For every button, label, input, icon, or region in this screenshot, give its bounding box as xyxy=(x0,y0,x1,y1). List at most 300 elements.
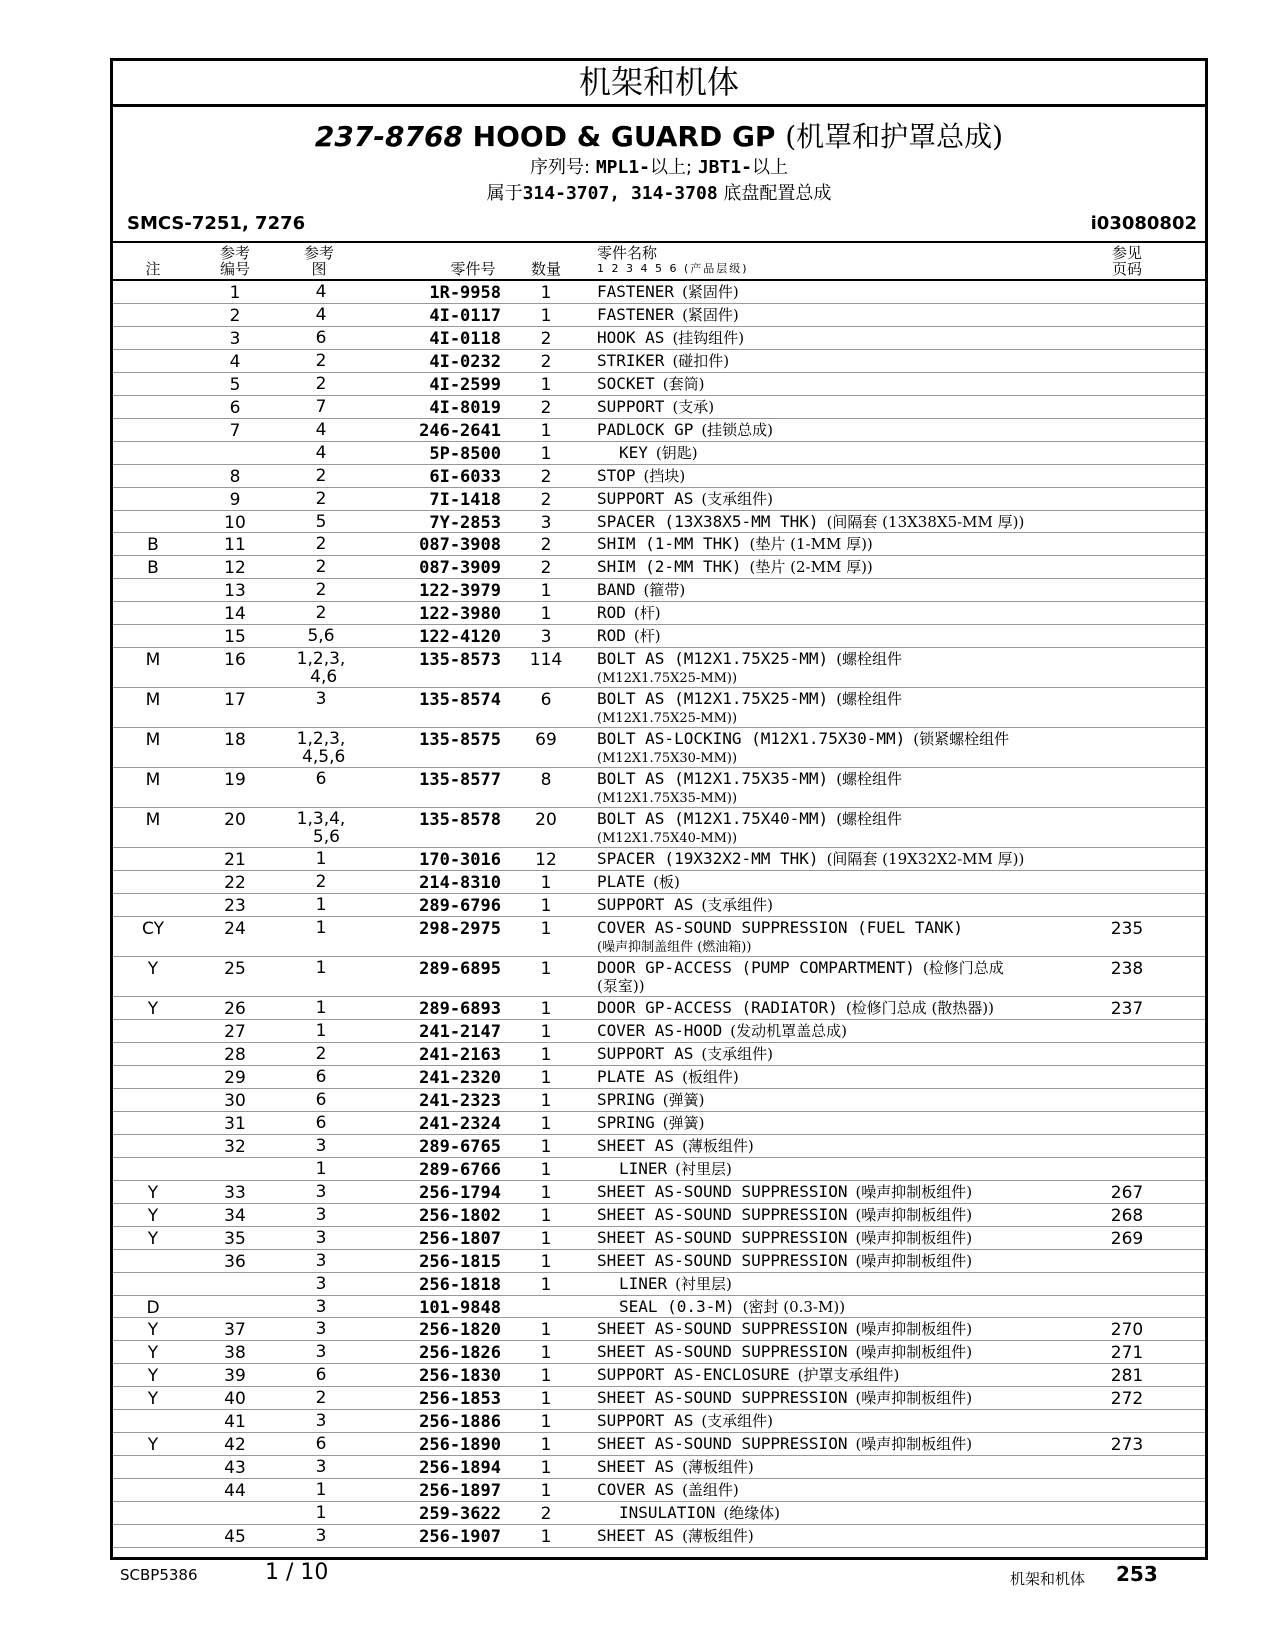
column-header xyxy=(113,243,1205,281)
figure-cell: 6 xyxy=(315,1434,327,1455)
part-name-en: ROD xyxy=(597,626,626,646)
footer-page-number: 253 xyxy=(1116,1562,1158,1586)
part-number-cell: 256-1886 xyxy=(419,1412,501,1433)
serial-a-cn: 以上; xyxy=(650,157,693,178)
part-name-cell xyxy=(597,1022,847,1040)
note-cell: Y xyxy=(147,999,159,1020)
quantity-cell: 3 xyxy=(540,627,552,648)
part-number-cell: 135-8573 xyxy=(419,650,501,671)
part-name-cell xyxy=(597,1343,972,1361)
part-name-en: ROD xyxy=(597,603,626,623)
table-row xyxy=(113,1112,1205,1135)
part-name-cell xyxy=(597,690,902,728)
quantity-cell: 1 xyxy=(540,1389,552,1410)
col-ref: 参考 编号 xyxy=(219,244,250,278)
table-row xyxy=(113,917,1205,957)
part-name-cell xyxy=(597,919,971,957)
part-name-cell xyxy=(597,352,729,370)
table-row xyxy=(113,871,1205,894)
part-name-en: SPRING xyxy=(597,1089,655,1109)
quantity-cell: 3 xyxy=(540,512,552,533)
part-number-cell: 087-3908 xyxy=(419,535,501,556)
part-name-cn: (钥匙) xyxy=(655,443,698,462)
quantity-cell: 1 xyxy=(540,1090,552,1111)
part-name-cell xyxy=(597,1252,972,1270)
figure-cell: 3 xyxy=(315,1411,327,1432)
part-name-cn: (挂锁总成) xyxy=(701,420,774,439)
quantity-cell: 1 xyxy=(540,1067,552,1088)
quantity-cell: 1 xyxy=(540,1159,552,1180)
part-name-cn: (支承组件) xyxy=(701,896,774,915)
note-cell: M xyxy=(145,810,161,831)
part-name-cn: (垫片 (2-MM 厚)) xyxy=(749,558,873,577)
part-name-cell xyxy=(597,810,902,848)
part-name-en: COVER AS xyxy=(597,1480,675,1500)
part-name-en: SUPPORT AS xyxy=(597,488,694,508)
part-name-cn: (支承) xyxy=(672,397,715,416)
table-row xyxy=(113,768,1205,808)
part-name-en: PLATE xyxy=(597,872,646,892)
figure-cell: 4 xyxy=(315,282,327,302)
quantity-cell: 1 xyxy=(540,1251,552,1272)
part-number-cell: 241-2324 xyxy=(419,1113,501,1134)
figure-cell: 1 xyxy=(315,958,327,979)
part-name-cell xyxy=(619,1504,780,1522)
quantity-cell: 1 xyxy=(540,1274,552,1295)
smcs-row xyxy=(113,211,1205,243)
part-name-cell xyxy=(597,1091,705,1109)
part-name-cell xyxy=(597,1389,972,1407)
ref-number-cell: 5 xyxy=(229,374,241,395)
part-name-en: SHEET AS-SOUND SUPPRESSION xyxy=(597,1250,848,1270)
part-number-cell: 4I-0232 xyxy=(429,351,501,372)
part-name-cn: (噪声抑制板组件) xyxy=(855,1205,973,1224)
col-fig: 参考 图 xyxy=(303,244,334,278)
note-cell: Y xyxy=(147,1389,159,1410)
table-row xyxy=(113,373,1205,396)
quantity-cell: 1 xyxy=(540,1113,552,1134)
part-number-cell: 256-1890 xyxy=(419,1435,501,1456)
part-name-cell xyxy=(597,627,661,645)
part-number-cell: 214-8310 xyxy=(419,873,501,894)
part-number-cell: 241-2163 xyxy=(419,1045,501,1066)
figure-cell: 5,6 xyxy=(307,626,335,647)
quantity-cell: 12 xyxy=(535,850,557,871)
part-name-cell xyxy=(619,444,698,462)
quantity-cell: 1 xyxy=(540,443,552,464)
part-name-cn: (衬里层) xyxy=(675,1159,732,1178)
ref-number-cell: 17 xyxy=(224,690,246,711)
figure-cell: 6 xyxy=(315,1089,327,1110)
figure-cell: 3 xyxy=(315,1319,327,1340)
table-row xyxy=(113,894,1205,917)
part-number-cell: 289-6893 xyxy=(419,999,501,1020)
part-name-cn: (噪声抑制板组件) xyxy=(855,1343,973,1362)
part-name-cell xyxy=(597,467,685,485)
part-name-cn: (螺栓组件 xyxy=(836,690,903,709)
figure-cell: 2 xyxy=(315,488,327,509)
ref-number-cell: 4 xyxy=(229,351,241,372)
part-number-cell: 256-1820 xyxy=(419,1320,501,1341)
figure-cell: 2 xyxy=(315,603,327,624)
part-number-cell: 7I-1418 xyxy=(429,489,501,510)
part-number-cell: 259-3622 xyxy=(419,1504,501,1525)
ref-number-cell: 29 xyxy=(224,1067,246,1088)
figure-cell: 2 xyxy=(315,557,327,578)
part-name-cn: (支承组件) xyxy=(701,489,774,508)
quantity-cell: 1 xyxy=(540,1527,552,1548)
table-row xyxy=(113,1020,1205,1043)
serial-b: JBT1- xyxy=(697,157,752,178)
ref-number-cell: 15 xyxy=(224,627,246,648)
table-row xyxy=(113,957,1205,997)
part-name-cell xyxy=(597,1412,773,1430)
table-row xyxy=(113,465,1205,488)
part-name-en: BOLT AS-LOCKING (M12X1.75X30-MM) xyxy=(597,729,906,749)
ref-number-cell: 11 xyxy=(224,535,246,556)
part-name-cell xyxy=(597,1068,739,1086)
ref-number-cell: 9 xyxy=(229,489,241,510)
parts-frame xyxy=(110,58,1208,1560)
part-name-cn: (检修门总成 (散热器)) xyxy=(845,999,995,1018)
table-row xyxy=(113,579,1205,602)
part-name-cn-line2: (泵室)) xyxy=(597,977,645,996)
part-name-en: SUPPORT AS-ENCLOSURE xyxy=(597,1365,790,1385)
part-name-cell xyxy=(597,850,1024,868)
ref-number-cell: 42 xyxy=(224,1435,246,1456)
part-number-cell: 289-6895 xyxy=(419,959,501,980)
figure-cell: 6 xyxy=(315,327,327,348)
table-row xyxy=(113,327,1205,350)
part-name-en: DOOR GP-ACCESS (PUMP COMPARTMENT) xyxy=(597,958,915,978)
ref-number-cell: 26 xyxy=(224,999,246,1020)
part-number-cell: 4I-0117 xyxy=(429,305,501,326)
note-cell: Y xyxy=(147,959,159,980)
ref-number-cell: 22 xyxy=(224,873,246,894)
part-name-en: LINER xyxy=(619,1158,668,1178)
part-name-en: SHEET AS-SOUND SUPPRESSION xyxy=(597,1342,848,1362)
footer-page-of: 1 / 10 xyxy=(265,1560,329,1585)
figure-cell: 1 xyxy=(315,1503,327,1524)
note-cell: CY xyxy=(142,919,164,940)
part-name-cell xyxy=(597,283,739,301)
quantity-cell: 1 xyxy=(540,1412,552,1433)
belongs-pn: 314-3707, 314-3708 xyxy=(522,183,718,204)
quantity-cell: 1 xyxy=(540,1320,552,1341)
part-name-cell xyxy=(597,1137,754,1155)
quantity-cell: 6 xyxy=(540,690,552,711)
see-page-cell: 268 xyxy=(1110,1205,1144,1226)
table-row xyxy=(113,1296,1205,1319)
table-row xyxy=(113,1135,1205,1158)
table-row xyxy=(113,1066,1205,1089)
part-name-cn: (杆) xyxy=(633,604,661,623)
part-name-en: DOOR GP-ACCESS (RADIATOR) xyxy=(597,998,838,1018)
part-name-cn: (紧固件) xyxy=(682,305,739,324)
quantity-cell: 2 xyxy=(540,535,552,556)
part-number-cell: 122-4120 xyxy=(419,627,501,648)
part-name-cn: (紧固件) xyxy=(682,283,739,301)
part-name-cn: (薄板组件) xyxy=(682,1136,754,1155)
figure-cell: 3 xyxy=(315,689,327,710)
figure-cell: 1,2,3, 4,6 xyxy=(296,649,346,688)
part-name-cn: (噪声抑制板组件) xyxy=(855,1435,973,1454)
part-number-cell: 289-6766 xyxy=(419,1159,501,1180)
part-number-cell: 122-3979 xyxy=(419,581,501,602)
part-name-en: SHEET AS xyxy=(597,1457,675,1477)
table-row xyxy=(113,419,1205,442)
part-name-en: STOP xyxy=(597,465,636,485)
part-name-cn: (锁紧螺栓组件 xyxy=(913,730,1010,749)
ref-number-cell: 8 xyxy=(229,466,241,487)
table-row xyxy=(113,1181,1205,1204)
part-number-cell: 289-6796 xyxy=(419,896,501,917)
ref-number-cell: 31 xyxy=(224,1113,246,1134)
figure-cell: 1 xyxy=(315,849,327,870)
part-number-cell: 241-2147 xyxy=(419,1022,501,1043)
part-number-cell: 246-2641 xyxy=(419,420,501,441)
ref-number-cell: 13 xyxy=(224,581,246,602)
figure-cell: 2 xyxy=(315,534,327,555)
ref-number-cell: 16 xyxy=(224,650,246,671)
ref-number-cell: 21 xyxy=(224,850,246,871)
part-name-cell xyxy=(597,329,744,347)
part-name-en: FASTENER xyxy=(597,304,675,324)
table-row xyxy=(113,1204,1205,1227)
quantity-cell: 1 xyxy=(540,581,552,602)
see-page-cell: 267 xyxy=(1110,1182,1144,1203)
figure-cell: 3 xyxy=(315,1250,327,1271)
note-cell: Y xyxy=(147,1205,159,1226)
table-row xyxy=(113,625,1205,648)
figure-cell: 1,2,3, 4,5,6 xyxy=(296,729,346,768)
table-row xyxy=(113,1456,1205,1479)
part-name-cn: (支承组件) xyxy=(701,1045,774,1064)
ref-number-cell: 23 xyxy=(224,896,246,917)
part-name-en: SHEET AS-SOUND SUPPRESSION xyxy=(597,1434,848,1454)
figure-cell: 1 xyxy=(315,1158,327,1179)
ref-number-cell: 24 xyxy=(224,919,246,940)
part-number-cell: 4I-2599 xyxy=(429,374,501,395)
quantity-cell: 1 xyxy=(540,1458,552,1479)
part-name-cn: (噪声抑制板组件) xyxy=(855,1228,973,1247)
part-name-cell xyxy=(597,999,994,1017)
part-name-en: SOCKET xyxy=(597,373,655,393)
part-name-cell xyxy=(619,1160,732,1178)
ref-number-cell: 44 xyxy=(224,1481,246,1502)
part-name-en: HOOD & GUARD GP xyxy=(472,120,776,153)
part-name-cn: (板) xyxy=(653,873,680,892)
part-number-cell: 135-8577 xyxy=(419,770,501,791)
see-page-cell: 269 xyxy=(1110,1228,1144,1249)
part-name-cell xyxy=(597,375,705,393)
figure-cell: 2 xyxy=(315,350,327,371)
part-name-cn: (衬里层) xyxy=(675,1274,732,1293)
note-cell: Y xyxy=(147,1182,159,1203)
table-row xyxy=(113,488,1205,511)
part-name-en: SPACER (19X32X2-MM THK) xyxy=(597,849,819,869)
note-cell: M xyxy=(145,770,161,791)
part-name-en: COVER AS-HOOD xyxy=(597,1021,723,1041)
figure-cell: 3 xyxy=(315,1296,327,1317)
part-number-cell: 256-1794 xyxy=(419,1182,501,1203)
table-row xyxy=(113,281,1205,304)
part-name-cn: (发动机罩盖总成) xyxy=(730,1022,847,1041)
figure-cell: 6 xyxy=(315,1066,327,1087)
note-cell: Y xyxy=(147,1366,159,1387)
col-qty: 数量 xyxy=(530,260,561,278)
part-name-en: STRIKER xyxy=(597,350,665,370)
figure-cell: 6 xyxy=(315,1112,327,1133)
part-name-cn: (间隔套 (19X32X2-MM 厚)) xyxy=(826,850,1025,869)
quantity-cell: 1 xyxy=(540,1343,552,1364)
part-name-cn-line2: (M12X1.75X25-MM)) xyxy=(597,671,738,687)
part-name-en: SUPPORT AS xyxy=(597,895,694,915)
part-number-cell: 101-9848 xyxy=(419,1297,501,1318)
part-name-en: SHIM (1-MM THK) xyxy=(597,534,742,554)
quantity-cell: 1 xyxy=(540,283,552,303)
quantity-cell: 1 xyxy=(540,959,552,980)
footer-section: 机架和机体 xyxy=(1010,1570,1086,1588)
figure-cell: 5 xyxy=(315,511,327,532)
quantity-cell: 1 xyxy=(540,420,552,441)
see-page-cell: 237 xyxy=(1110,999,1144,1020)
ref-number-cell: 32 xyxy=(224,1136,246,1157)
part-name-en: FASTENER xyxy=(597,282,675,301)
part-name-cn: (支承组件) xyxy=(701,1412,774,1431)
see-page-cell: 272 xyxy=(1110,1389,1144,1410)
part-name-en: HOOK AS xyxy=(597,327,665,347)
part-name-cell xyxy=(597,398,714,416)
note-cell: M xyxy=(145,650,161,671)
ref-number-cell: 2 xyxy=(229,305,241,326)
part-name-cn: (挂钩组件) xyxy=(672,328,745,347)
figure-cell: 3 xyxy=(315,1526,327,1547)
part-number-cell: 135-8575 xyxy=(419,730,501,751)
table-row xyxy=(113,533,1205,556)
part-number: 237-8768 xyxy=(314,120,463,153)
table-row xyxy=(113,396,1205,419)
part-number-cell: 4I-8019 xyxy=(429,397,501,418)
part-name-cn: (套筒) xyxy=(662,374,705,393)
figure-cell: 3 xyxy=(315,1342,327,1363)
part-name-en: SHEET AS-SOUND SUPPRESSION xyxy=(597,1319,848,1339)
part-name-en: SUPPORT xyxy=(597,396,665,416)
serial-b-cn: 以上 xyxy=(752,157,788,178)
quantity-cell: 1 xyxy=(540,1045,552,1066)
quantity-cell: 1 xyxy=(540,999,552,1020)
table-row xyxy=(113,1043,1205,1066)
part-name-en: BOLT AS (M12X1.75X40-MM) xyxy=(597,809,829,829)
part-name-cn: (杆) xyxy=(633,627,661,646)
part-name-cell xyxy=(597,1183,972,1201)
table-row xyxy=(113,848,1205,871)
col-part-name: 零件名称 1 2 3 4 5 6 (产品层级) xyxy=(597,244,749,275)
table-row xyxy=(113,511,1205,534)
figure-cell: 3 xyxy=(315,1204,327,1225)
part-name-en: SHEET AS xyxy=(597,1135,675,1155)
part-name-cn-line2: (M12X1.75X25-MM)) xyxy=(597,711,738,727)
quantity-cell: 1 xyxy=(540,604,552,625)
figure-cell: 4 xyxy=(315,304,327,325)
table-row xyxy=(113,688,1205,728)
figure-cell: 2 xyxy=(315,465,327,486)
part-number-cell: 170-3016 xyxy=(419,850,501,871)
part-number-cell: 256-1818 xyxy=(419,1274,501,1295)
table-row xyxy=(113,1433,1205,1456)
part-name-cell xyxy=(597,306,739,324)
quantity-cell: 1 xyxy=(540,1366,552,1387)
note-cell: B xyxy=(147,535,159,556)
part-number-cell: 256-1897 xyxy=(419,1481,501,1502)
part-name-cn: (螺栓组件 xyxy=(836,770,903,789)
ref-number-cell: 19 xyxy=(224,770,246,791)
part-number-cell: 087-3909 xyxy=(419,558,501,579)
table-row xyxy=(113,1525,1205,1548)
quantity-cell: 114 xyxy=(529,650,563,671)
serial-line xyxy=(113,155,1205,181)
table-row xyxy=(113,648,1205,688)
ref-number-cell: 41 xyxy=(224,1412,246,1433)
see-page-cell: 273 xyxy=(1110,1435,1144,1456)
part-number-cell: 7Y-2853 xyxy=(429,512,501,533)
part-name-en: SHEET AS xyxy=(597,1526,675,1546)
ref-number-cell: 30 xyxy=(224,1090,246,1111)
figure-cell: 3 xyxy=(315,1135,327,1156)
ref-number-cell: 36 xyxy=(224,1251,246,1272)
quantity-cell: 2 xyxy=(540,351,552,372)
part-name-cell xyxy=(597,730,1009,768)
figure-cell: 3 xyxy=(315,1227,327,1248)
part-name-cn: (挡块) xyxy=(643,466,686,485)
part-name-cell xyxy=(597,959,1004,995)
part-name-en: SUPPORT AS xyxy=(597,1044,694,1064)
section-title: 机架和机体 xyxy=(113,61,1205,107)
part-name-cn: (噪声抑制板组件) xyxy=(855,1182,973,1201)
quantity-cell: 8 xyxy=(540,770,552,791)
table-row xyxy=(113,1502,1205,1525)
part-number-cell: 289-6765 xyxy=(419,1136,501,1157)
part-number-cell: 256-1826 xyxy=(419,1343,501,1364)
part-name-en: SHEET AS-SOUND SUPPRESSION xyxy=(597,1388,848,1408)
ref-number-cell: 3 xyxy=(229,328,241,349)
quantity-cell: 1 xyxy=(540,873,552,894)
ref-number-cell: 37 xyxy=(224,1320,246,1341)
part-name-cn: (护罩支承组件) xyxy=(797,1366,900,1385)
ref-number-cell: 39 xyxy=(224,1366,246,1387)
part-name-en: SUPPORT AS xyxy=(597,1411,694,1431)
quantity-cell: 2 xyxy=(540,466,552,487)
ref-number-cell: 35 xyxy=(224,1228,246,1249)
part-name-cn: (螺栓组件 xyxy=(836,810,903,829)
part-name-en: SHEET AS-SOUND SUPPRESSION xyxy=(597,1181,848,1201)
col-see-page: 参见 页码 xyxy=(1111,244,1142,278)
part-name-cell xyxy=(597,604,661,622)
figure-cell: 6 xyxy=(315,769,327,790)
table-row xyxy=(113,1387,1205,1410)
note-cell: Y xyxy=(147,1228,159,1249)
quantity-cell: 1 xyxy=(540,1228,552,1249)
quantity-cell: 2 xyxy=(540,489,552,510)
quantity-cell: 1 xyxy=(540,1022,552,1043)
part-name-cell xyxy=(597,1481,739,1499)
table-row xyxy=(113,350,1205,373)
illustration-id: i03080802 xyxy=(1090,213,1197,234)
quantity-cell: 1 xyxy=(540,919,552,940)
quantity-cell: 1 xyxy=(540,1136,552,1157)
serial-label: 序列号: xyxy=(530,157,591,178)
table-row xyxy=(113,602,1205,625)
